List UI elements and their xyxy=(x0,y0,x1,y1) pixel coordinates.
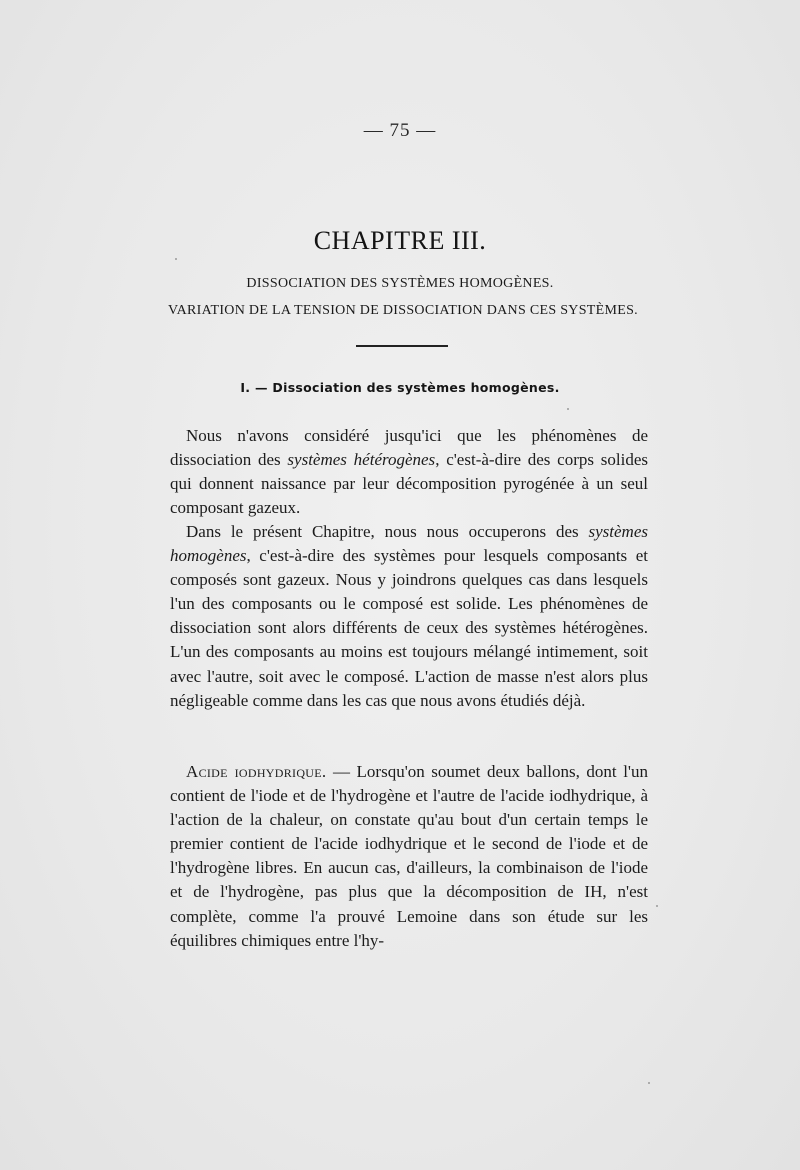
section-heading: I. — Dissociation des systèmes homogènes. xyxy=(240,380,560,395)
paragraph-systemes-homogenes xyxy=(170,520,648,713)
paragraph-1-emphasis: systèmes hétérogènes xyxy=(287,450,436,470)
paragraph-systemes-heterogenes xyxy=(170,424,648,520)
page-number: — 75 — xyxy=(363,120,437,141)
paper-speck xyxy=(648,1082,650,1084)
paragraph-2-emphasis: systèmes homogènes xyxy=(170,522,648,566)
paragraph-1-text-start: Nous n'avons considéré jusqu'ici que les phénomènes de dissociation des xyxy=(170,426,648,470)
chapter-title: CHAPITRE III. xyxy=(313,226,487,255)
paragraph-2-text-start: Dans le présent Chapitre, nous nous occuperons des xyxy=(186,522,589,541)
paragraph-acide-iodhydrique xyxy=(170,760,648,953)
paper-speck xyxy=(656,905,658,907)
chapter-subtitle-line-2: VARIATION DE LA TENSION DE DISSOCIATION DANS CES SYSTÈMES. xyxy=(168,303,638,318)
paragraph-2-text-end: , c'est-à-dire des systèmes pour lesquels composants et composés sont gazeux. Nous y joindrons quelques cas dans lesquels l'un des composants ou le composé est solide. Les phénomènes de dissociation sont alors différents de ceux des systèmes hétérogènes. L'un des composants au moins est toujours mélangé intimement, soit avec l'autre, soit avec le composé. L'action de masse n'est alors plus négligeable comme dans les cas que nous avons étudiés déjà. xyxy=(170,546,648,710)
section-divider xyxy=(356,345,448,347)
paragraph-3-label: Acide iodhydrique. xyxy=(186,762,327,781)
paragraph-3-text: — Lorsqu'on soumet deux ballons, dont l'un contient de l'iode et de l'hydrogène et l'autre de l'acide iodhydrique, à l'action de la chaleur, on constate qu'au bout d'un certain temps le premier contient de l'acide iodhydrique et le second de l'iode et de l'hydrogène libres. En aucun cas, d'ailleurs, la combinaison de l'iode et de l'hydrogène, pas plus que la décomposition de IH, n'est complète, comme l'a prouvé Lemoine dans son étude sur les équilibres chimiques entre l'hy- xyxy=(170,762,648,950)
paragraph-1-text-end: , c'est-à-dire des corps solides qui donnent naissance par leur décomposition pyrogénée à un seul composant gazeux. xyxy=(170,450,648,518)
chapter-subtitle-line-1: DISSOCIATION DES SYSTÈMES HOMOGÈNES. xyxy=(246,276,554,291)
paper-speck xyxy=(567,408,569,410)
paper-speck xyxy=(175,258,177,260)
